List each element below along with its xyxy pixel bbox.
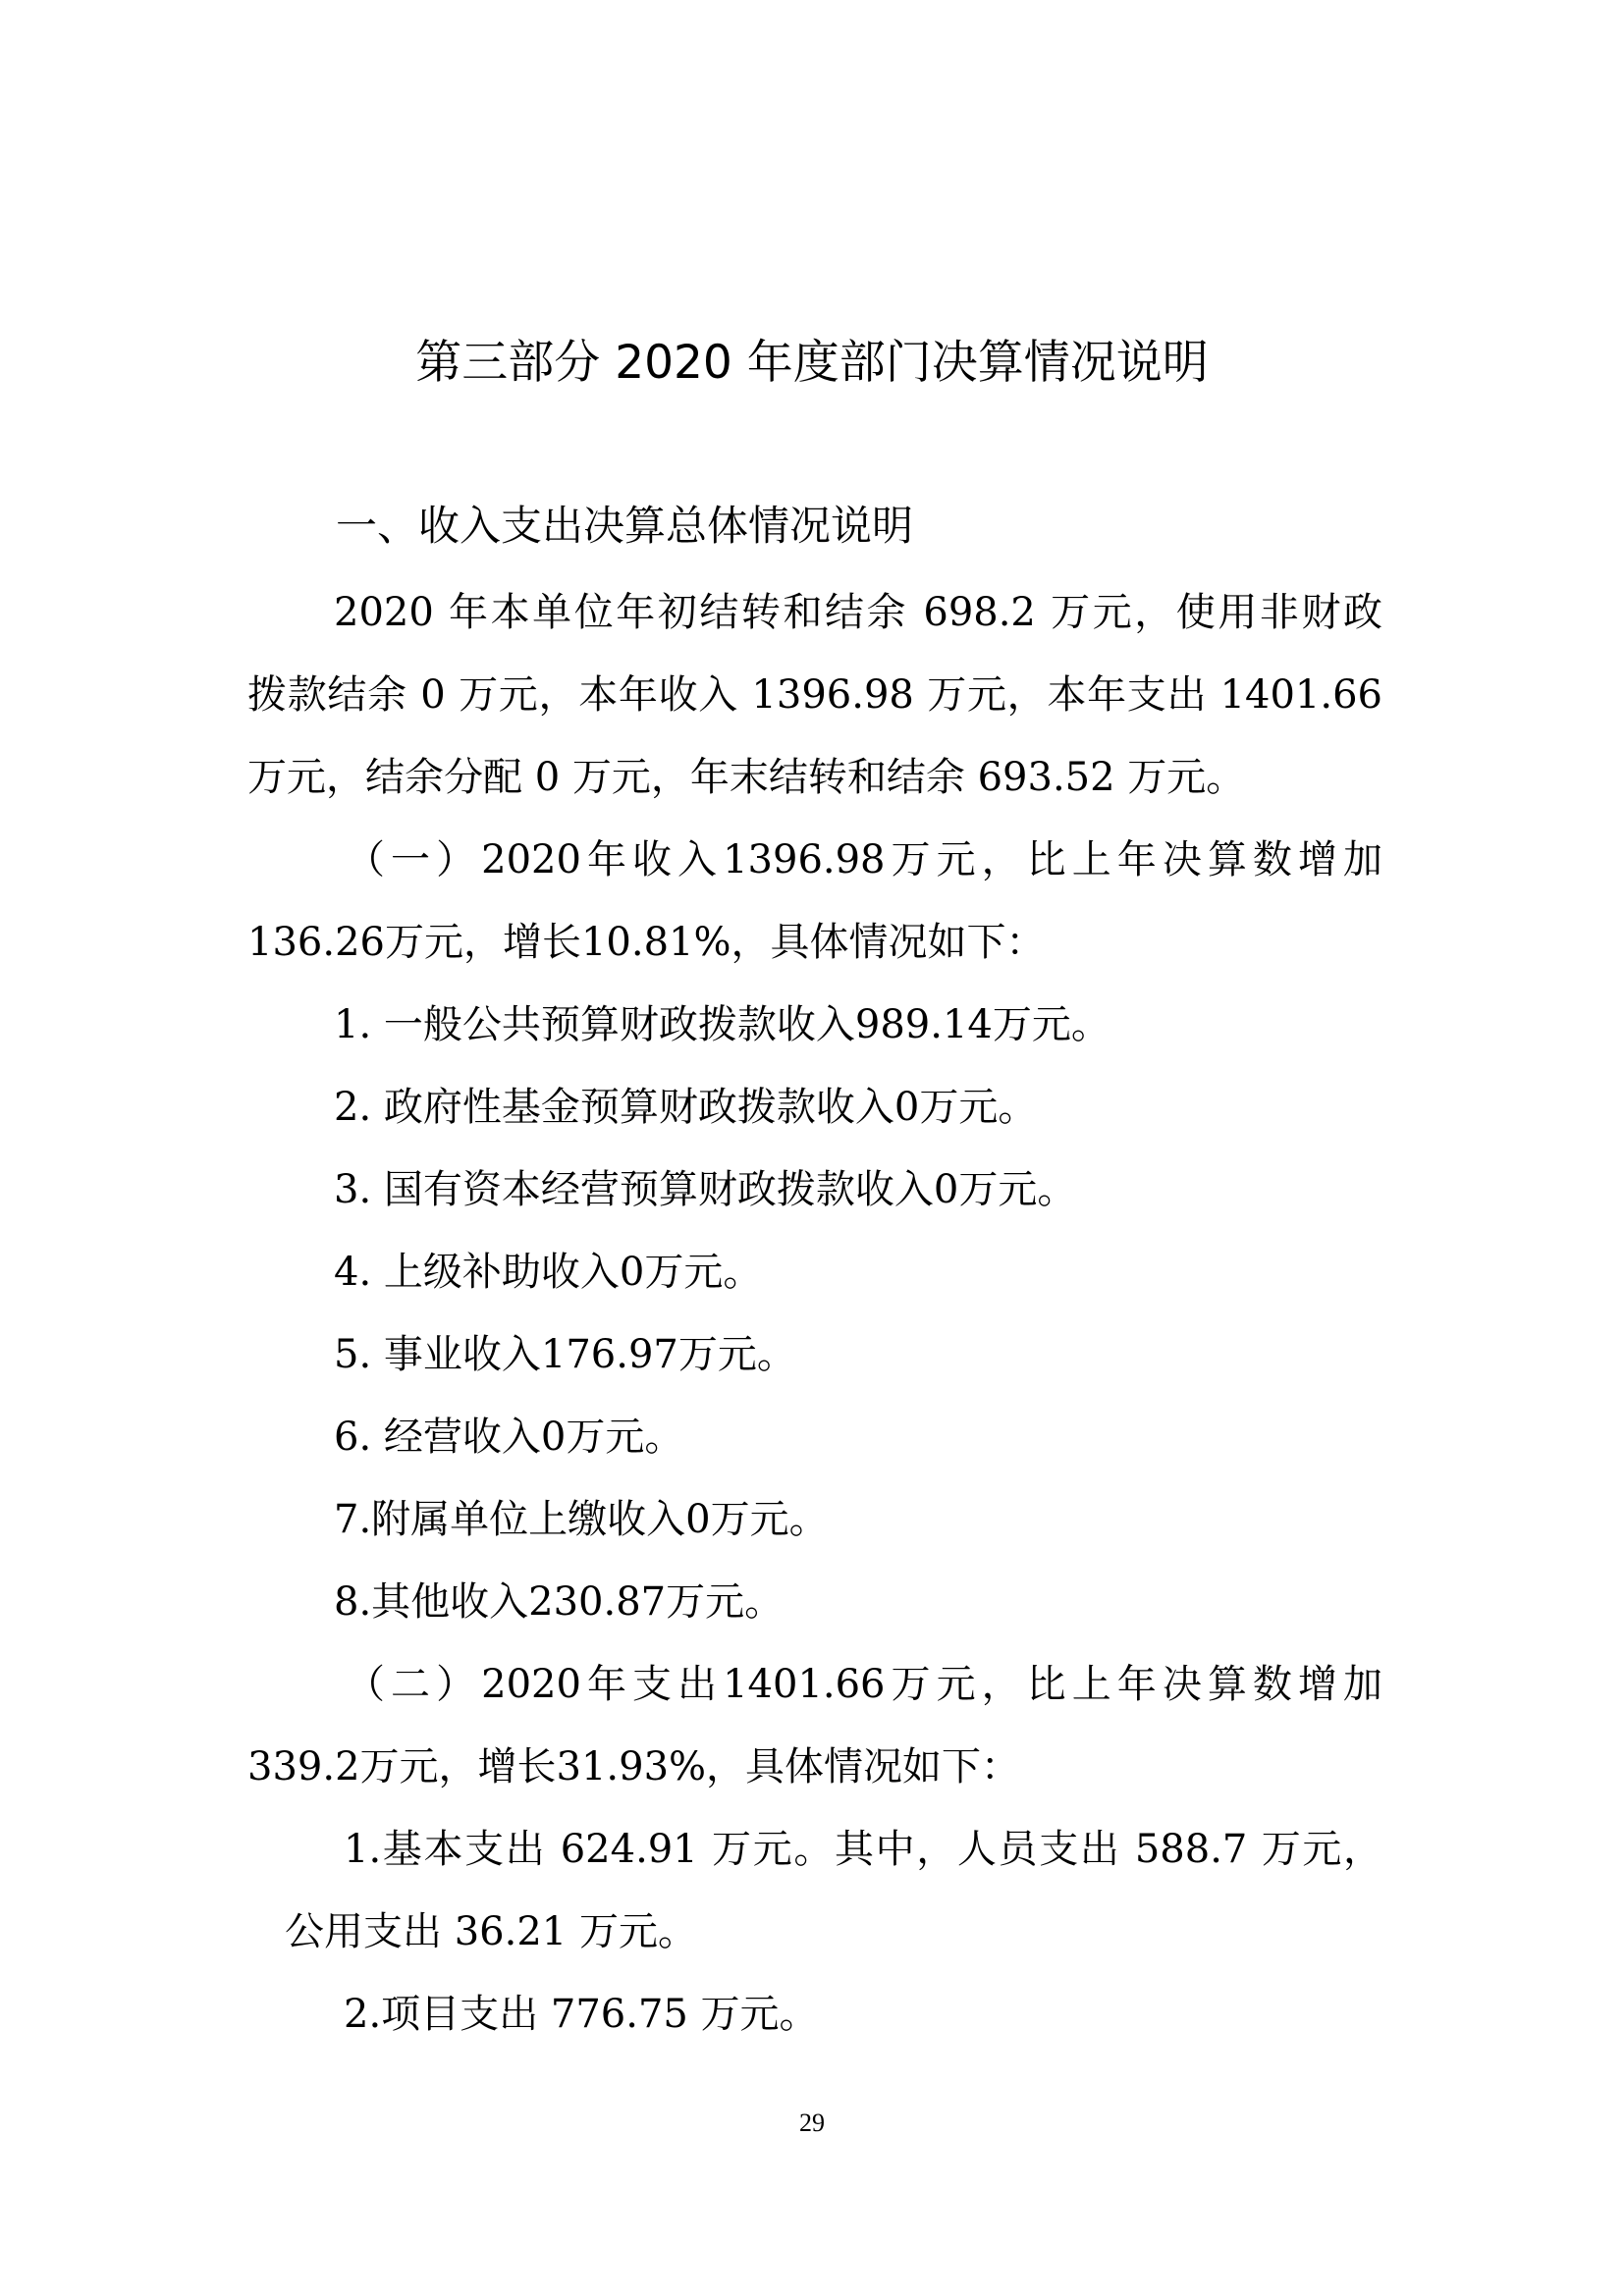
- income-item: 6. 经营收入0万元。: [334, 1415, 684, 1460]
- income-item: 8.其他收入230.87万元。: [334, 1579, 785, 1625]
- expenditure-item: 2.项目支出 776.75 万元。: [344, 1992, 819, 2037]
- page-number: 29: [799, 2109, 825, 2137]
- income-intro-line: 136.26万元，增长10.81%，具体情况如下：: [247, 920, 1046, 965]
- income-intro: [247, 832, 1382, 970]
- income-intro-line: （一）2020年收入1396.98万元，比上年决算数增加: [346, 837, 1382, 882]
- summary-line: 拨款结余 0 万元，本年收入 1396.98 万元，本年支出 1401.66: [247, 672, 1382, 718]
- summary-paragraph: [247, 585, 1382, 805]
- page-title: 第三部分 2020 年度部门决算情况说明: [415, 336, 1209, 390]
- income-item: 5. 事业收入176.97万元。: [334, 1332, 796, 1377]
- summary-line: 2020 年本单位年初结转和结余 698.2 万元，使用非财政: [334, 590, 1382, 635]
- income-item: 1. 一般公共预算财政拨款收入989.14万元。: [334, 1002, 1110, 1047]
- expenditure-item: [285, 1822, 1382, 1959]
- expenditure-intro: [247, 1657, 1382, 1794]
- expenditure-intro-line: （二）2020年支出1401.66万元，比上年决算数增加: [346, 1662, 1382, 1707]
- income-item: 4. 上级补助收入0万元。: [334, 1250, 763, 1295]
- income-item: 7.附属单位上缴收入0万元。: [334, 1497, 829, 1542]
- section-heading: 一、收入支出决算总体情况说明: [336, 502, 914, 550]
- summary-line: 万元，结余分配 0 万元，年末结转和结余 693.52 万元。: [247, 755, 1246, 800]
- income-item: 2. 政府性基金预算财政拨款收入0万元。: [334, 1085, 1038, 1130]
- expenditure-item-line: 1.基本支出 624.91 万元。其中，人员支出 588.7 万元，: [344, 1827, 1382, 1872]
- expenditure-intro-line: 339.2万元，增长31.93%，具体情况如下：: [247, 1744, 1021, 1789]
- income-item: 3. 国有资本经营预算财政拨款收入0万元。: [334, 1167, 1077, 1212]
- expenditure-item-line: 公用支出 36.21 万元。: [285, 1909, 697, 1954]
